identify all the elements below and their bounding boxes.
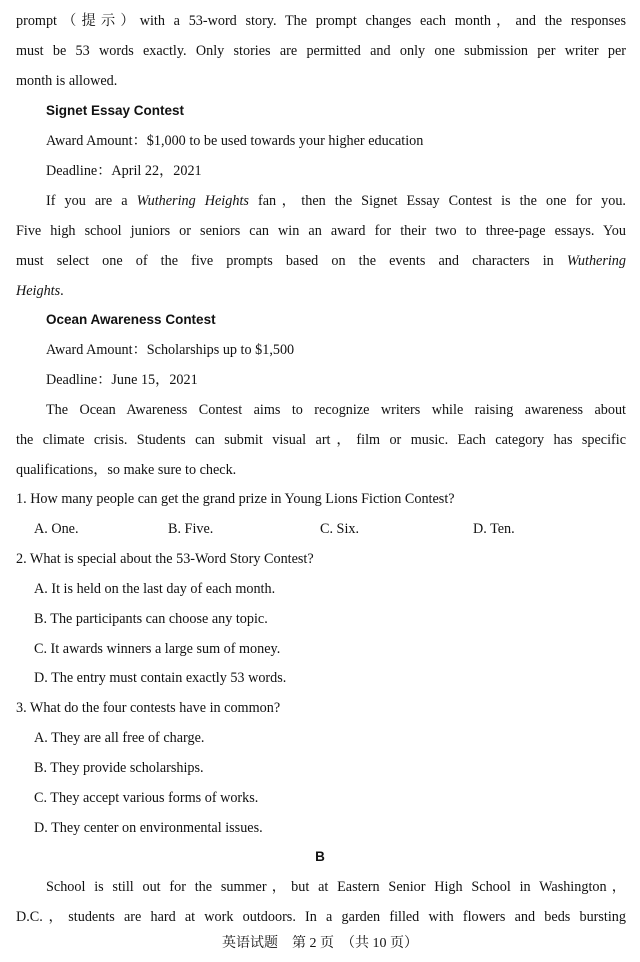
passage-line: Five high school juniors or seniors can win an award for their two to three-page essays. You: [16, 223, 626, 239]
option-b: B. They provide scholarships.: [34, 760, 204, 776]
option-a: A. They are all free of charge.: [34, 730, 205, 746]
award-amount-signet: Award Amount：$1,000 to be used towards your higher education: [46, 133, 424, 149]
question-stem-2: 2. What is special about the 53-Word Story Contest?: [16, 551, 314, 567]
page-footer: 英语试题 第 2 页 （共 10 页）: [222, 936, 418, 951]
contest-title-signet: Signet Essay Contest: [46, 103, 185, 118]
award-amount-ocean: Award Amount：Scholarships up to $1,500: [46, 342, 295, 358]
option-d: D. Ten.: [473, 521, 515, 537]
option-d: D. They center on environmental issues.: [34, 820, 263, 836]
deadline-ocean: Deadline：June 15，2021: [46, 372, 198, 388]
text-run: fan，then the Signet Essay Contest is the one for you.: [248, 193, 626, 209]
passage-line: [16, 252, 626, 270]
passage-line: month is allowed.: [16, 73, 118, 89]
deadline-signet: Deadline：April 22，2021: [46, 163, 202, 179]
passage-line: prompt（提示）with a 53-word story. The prompt changes each month，and the responses: [16, 13, 626, 29]
passage-line: [16, 282, 626, 300]
book-title: Wuthering: [566, 253, 626, 269]
question-stem-1: 1. How many people can get the grand prize in Young Lions Fiction Contest?: [16, 491, 455, 507]
passage-line: School is still out for the summer，but at Eastern Senior High School in Washington，: [46, 879, 626, 895]
passage-line: The Ocean Awareness Contest aims to recognize writers while raising awareness about: [46, 402, 626, 418]
option-a: A. One.: [34, 521, 79, 537]
option-a: A. It is held on the last day of each month.: [34, 581, 276, 597]
passage-line: must be 53 words exactly. Only stories are permitted and only one submission per writer per: [16, 43, 626, 59]
question-stem-3: 3. What do the four contests have in common?: [16, 700, 281, 716]
option-c: C. They accept various forms of works.: [34, 790, 259, 806]
option-c: C. It awards winners a large sum of money.: [34, 641, 281, 657]
passage-line: qualifications，so make sure to check.: [16, 462, 237, 478]
option-b: B. The participants can choose any topic.: [34, 611, 268, 627]
passage-line: D.C.，students are hard at work outdoors. In a garden filled with flowers and beds bursting: [16, 909, 626, 925]
option-c: C. Six.: [320, 521, 360, 537]
passage-line: [46, 192, 626, 210]
option-d: D. The entry must contain exactly 53 words.: [34, 670, 287, 686]
text-run: .: [60, 283, 64, 299]
text-run: must select one of the five prompts based on the events and characters in: [16, 253, 567, 269]
passage-line: the climate crisis. Students can submit visual art，film or music. Each category has specific: [16, 432, 626, 448]
section-label-b: B: [315, 849, 325, 864]
contest-title-ocean: Ocean Awareness Contest: [46, 312, 216, 327]
book-title: Wuthering Heights: [136, 193, 249, 209]
option-b: B. Five.: [168, 521, 214, 537]
book-title: Heights: [16, 283, 61, 299]
text-run: If you are a: [46, 193, 137, 209]
